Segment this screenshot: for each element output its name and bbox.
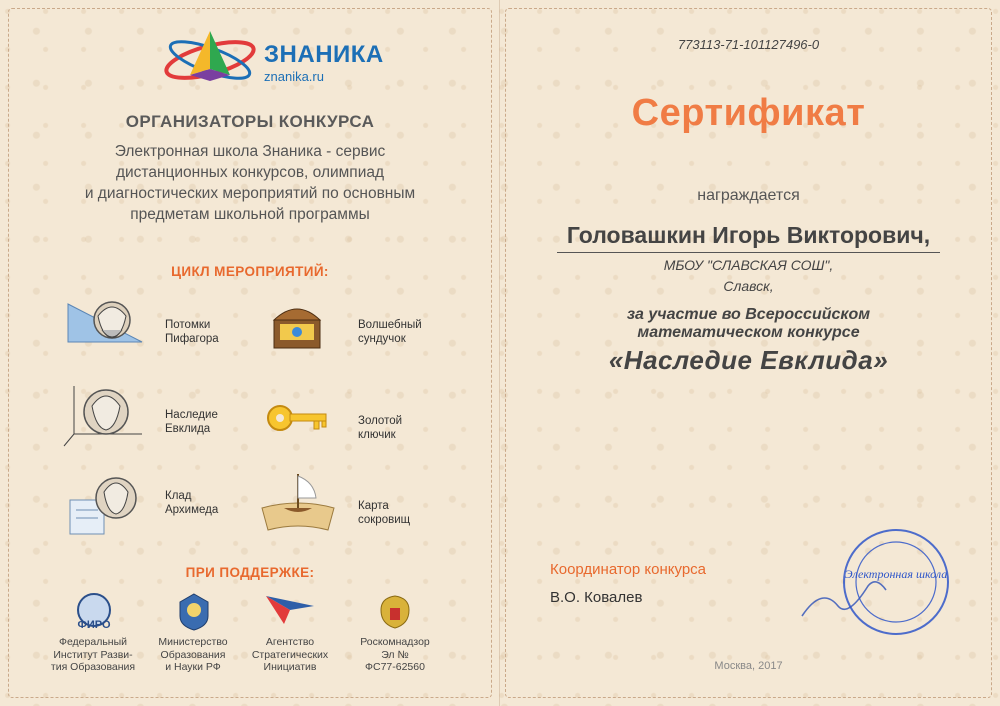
cycle-title: ЦИКЛ МЕРОПРИЯТИЙ: [171,264,329,279]
sponsor-line: Эл № [381,648,409,661]
logo-name: ЗНАНИКА [264,41,384,68]
sponsor-line: Агентство [265,636,315,648]
event-archimedes [165,489,218,517]
event-label: Потомки [165,319,211,331]
ministry-emblem-icon [176,592,212,632]
coordinator-name: В.О. Ковалев [550,589,643,606]
event-pythagoras [165,318,219,346]
event-label: Клад [165,490,192,502]
recipient-school: МБОУ "СЛАВСКАЯ СОШ", [663,257,834,273]
certificate-title: Сертификат [631,92,866,134]
sponsor-line: и Науки РФ [165,661,221,673]
event-label: Архимеда [165,504,219,516]
event-label: ключик [358,429,396,441]
participation-text [505,306,992,342]
event-map [358,499,410,527]
firo-logo-icon [72,592,116,632]
treasure-map-icon [258,468,338,534]
sponsor-firo [38,636,148,674]
sponsor-line: Федеральный [58,636,128,648]
event-euclid [165,408,218,436]
sponsor-roskomnadzor [345,636,445,674]
event-label: Евклида [165,423,211,435]
sponsor-line: тия Образования [50,661,136,673]
organizers-line: предметам школьной программы [130,206,370,223]
golden-key-icon [266,396,332,440]
event-label: сокровищ [358,514,411,526]
event-key [358,414,402,442]
euclid-icon [62,380,152,448]
archimedes-icon [66,470,146,538]
sponsor-asi [240,636,340,674]
asi-logo-icon [264,592,316,628]
organizers-line: дистанционных конкурсов, олимпиад [115,164,385,181]
name-underline [557,252,940,253]
awarded-label: награждается [697,187,800,204]
organizers-description [20,141,480,225]
sponsor-line: Институт Разви- [53,648,133,661]
support-title: ПРИ ПОДДЕРЖКЕ: [185,565,315,580]
event-label: Волшебный [358,319,422,331]
firo-logo-text: ФИРО [77,619,111,631]
znanika-logo-icon [160,25,260,87]
organizers-line: и диагностических мероприятий по основным [84,185,416,202]
treasure-chest-icon [266,296,328,352]
sponsor-line: Министерство [158,636,228,648]
sponsor-line: Образования [160,648,226,661]
recipient-name: Головашкин Игорь Викторович, [566,222,931,248]
event-label: Золотой [358,415,403,427]
coordinator-label: Координатор конкурса [550,561,707,578]
znanika-logo [160,25,390,87]
contest-name: «Наследие Евклида» [608,345,889,375]
event-label: Наследие [165,409,218,421]
event-label: сундучок [358,333,406,345]
logo-site: znanika.ru [264,69,324,84]
organizers-line: Электронная школа Знаника - сервис [114,143,386,160]
participation-line: за участие во Всероссийском [626,306,871,323]
event-chest [358,318,422,346]
participation-line: математическом конкурсе [637,324,860,341]
city-year: Москва, 2017 [714,660,783,672]
stamp-text: Электронная школа [844,567,948,581]
pythagoras-icon [62,296,152,352]
sponsor-line: ФС77-62560 [365,661,425,673]
page-fold [499,0,500,706]
certificate-number: 773113-71-101127496-0 [677,37,820,52]
russian-coat-of-arms-icon [378,592,412,632]
event-label: Карта [358,500,389,512]
recipient-city: Славск, [723,278,774,294]
organizers-title: ОРГАНИЗАТОРЫ КОНКУРСА [125,112,375,131]
sponsor-line: Инициатив [263,661,317,673]
sponsor-line: Стратегических [251,648,329,661]
event-label: Пифагора [165,333,219,345]
sponsor-line: Роскомнадзор [360,636,430,648]
sponsor-ministry [143,636,243,674]
school-stamp-icon [792,520,962,650]
